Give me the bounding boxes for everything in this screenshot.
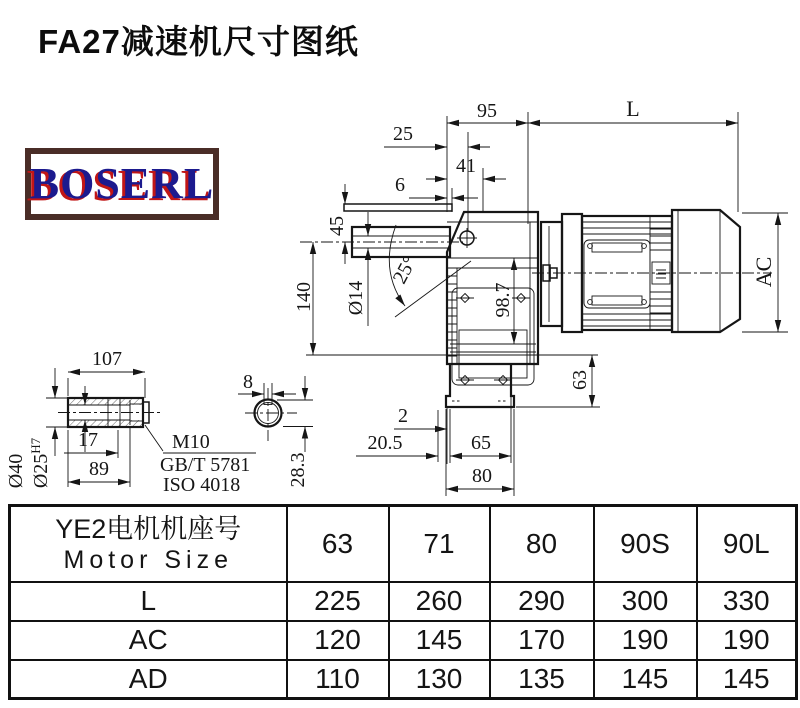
table-cell: 225: [287, 582, 389, 621]
column-header: 80: [490, 506, 594, 582]
dim-dia25H7-label: $Ø25^{H7}$: [28, 437, 52, 489]
dim-AC-label: AC: [751, 256, 776, 288]
table-cell: 145: [389, 621, 490, 660]
dim-89-label: 89: [89, 458, 109, 480]
bolt-size-label: M10: [172, 431, 210, 453]
dim-107-label: 107: [92, 348, 122, 370]
dim-angle-label: 25°: [388, 252, 422, 288]
dim-20.5-label: 20.5: [367, 432, 403, 454]
table-cell: 330: [697, 582, 797, 621]
dim-L-label: L: [626, 96, 640, 121]
table-cell: 300: [594, 582, 697, 621]
table-row: [10, 582, 797, 621]
row-label: AD: [10, 660, 287, 699]
table-cell: 145: [697, 660, 797, 699]
dim-63-label: 63: [569, 370, 591, 390]
page-title: FA27减速机尺寸图纸: [38, 23, 359, 60]
row-label: L: [10, 582, 287, 621]
standard-iso-label: ISO 4018: [163, 474, 241, 496]
dim-17-label: 17: [78, 429, 98, 451]
dim-140-label: 140: [293, 282, 315, 312]
dim-2-label: 2: [398, 405, 408, 427]
dim-6-label: 6: [395, 174, 405, 196]
table-row: [10, 621, 797, 660]
dim-80-label: 80: [472, 465, 492, 487]
brand-logo-text: BOSERL: [29, 159, 215, 208]
table-cell: 190: [594, 621, 697, 660]
fan-cover: [672, 210, 740, 332]
table-cell: 120: [287, 621, 389, 660]
header-motor-size: [10, 506, 287, 582]
motor-size-table: [8, 504, 798, 700]
motor: [532, 210, 772, 332]
table-cell: 170: [490, 621, 594, 660]
hollow-shaft-detail: [5, 348, 256, 496]
table-header-row: [10, 506, 797, 582]
dim-25-label: 25: [393, 123, 413, 145]
table-cell: 135: [490, 660, 594, 699]
table-cell: 260: [389, 582, 490, 621]
dim-95-label: 95: [477, 100, 497, 122]
standard-gbt-label: GB/T 5781: [160, 454, 251, 476]
header-motor-size-en: Motor Size: [63, 545, 233, 574]
table-row: [10, 660, 797, 699]
header-motor-size-cn: YE2电机机座号: [55, 513, 242, 544]
dim-dia14-label: Ø14: [345, 280, 367, 316]
dim-dia40-label: Ø40: [5, 453, 27, 489]
table-cell: 190: [697, 621, 797, 660]
dim-28.3-label: 28.3: [287, 452, 309, 488]
column-header: 90S: [594, 506, 697, 582]
table-cell: 145: [594, 660, 697, 699]
table-cell: 110: [287, 660, 389, 699]
dim-41-label: 41: [456, 155, 476, 177]
dim-45-label: 45: [326, 216, 348, 236]
dim-98.7-label: 98.7: [492, 282, 514, 318]
column-header: 63: [287, 506, 389, 582]
gearmotor-side-view: [293, 96, 788, 496]
column-header: 71: [389, 506, 490, 582]
column-header: 90L: [697, 506, 797, 582]
dim-65-label: 65: [471, 432, 491, 454]
dim-8-label: 8: [243, 371, 253, 393]
row-label: AC: [10, 621, 287, 660]
table-cell: 130: [389, 660, 490, 699]
table-cell: 290: [490, 582, 594, 621]
